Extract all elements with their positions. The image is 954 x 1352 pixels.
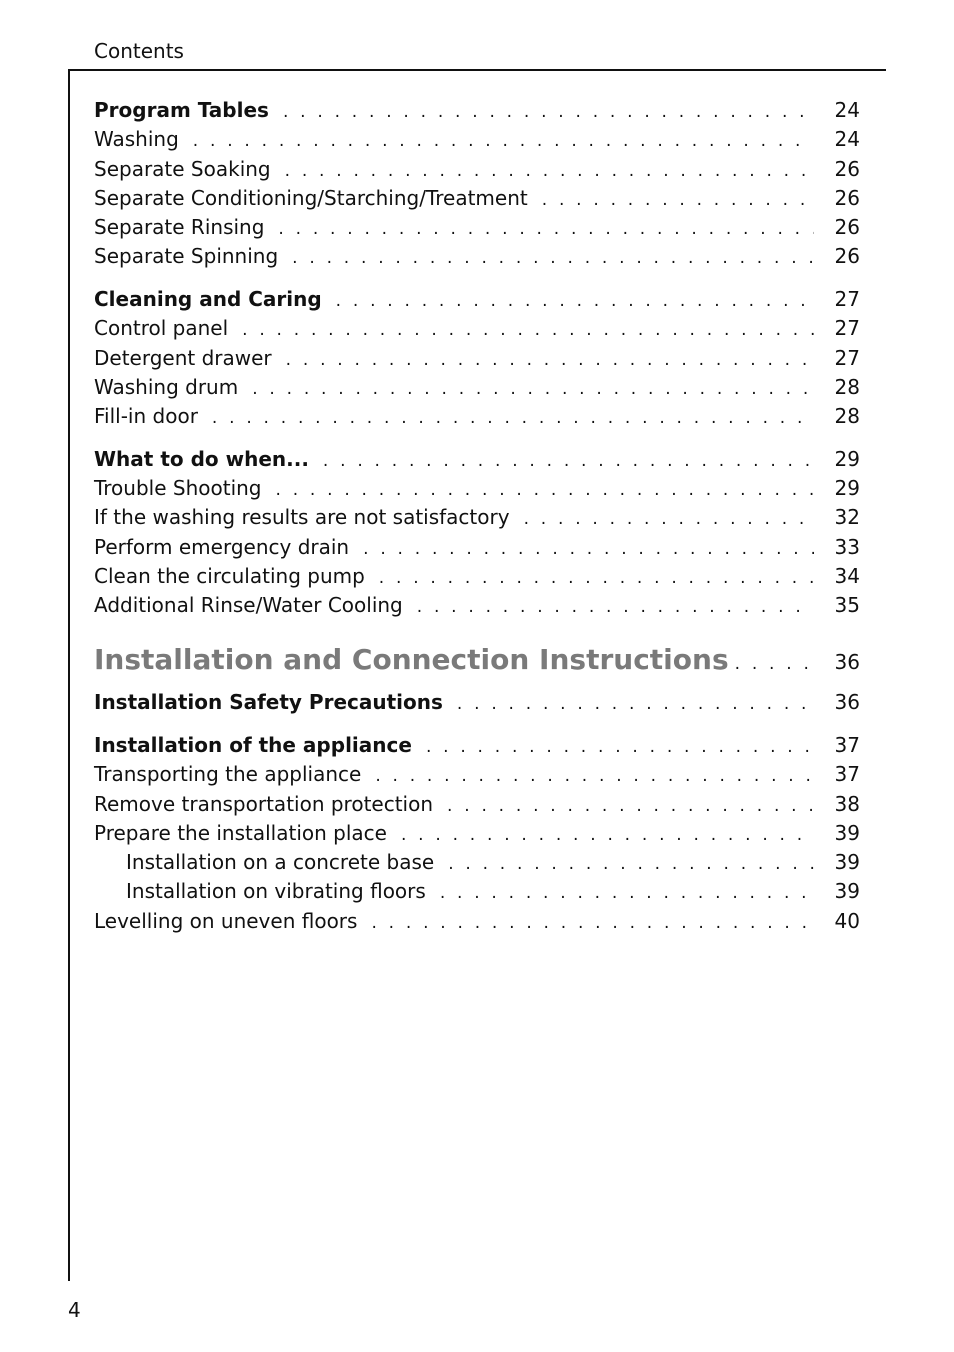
toc-entry-separate-spinning[interactable] bbox=[94, 242, 860, 271]
toc-leader-dots bbox=[336, 287, 814, 316]
toc-entry-remove-transportation-protection[interactable] bbox=[94, 790, 860, 819]
toc-entry-label: Installation on vibrating floors bbox=[126, 879, 426, 904]
toc-entry-label: Installation Safety Precautions bbox=[94, 690, 443, 715]
toc-leader-dots bbox=[448, 850, 814, 879]
toc-entry-page: 33 bbox=[834, 534, 860, 559]
toc-entry-page: 26 bbox=[834, 156, 860, 181]
toc-entry-page: 26 bbox=[834, 244, 860, 269]
toc-leader-dots bbox=[542, 186, 814, 215]
toc-entry-label: Washing bbox=[94, 127, 179, 152]
toc-entry-levelling[interactable] bbox=[94, 907, 860, 936]
toc-entry-page: 39 bbox=[834, 820, 860, 845]
toc-entry-installation-safety[interactable] bbox=[94, 688, 860, 717]
toc-entry-washing-results[interactable] bbox=[94, 503, 860, 532]
toc-leader-dots bbox=[457, 690, 814, 719]
toc-entry-label: Prepare the installation place bbox=[94, 820, 387, 845]
toc-entry-page: 28 bbox=[834, 374, 860, 399]
toc-entry-label: Transporting the appliance bbox=[94, 762, 362, 787]
toc-leader-dots bbox=[735, 650, 814, 679]
toc-entry-page: 28 bbox=[834, 404, 860, 428]
side-rule bbox=[68, 69, 70, 1281]
toc-entry-label: Washing drum bbox=[94, 374, 239, 399]
toc-entry-label: Installation on a concrete base bbox=[126, 850, 435, 874]
toc-section-label: Installation and Connection Instructions bbox=[94, 643, 729, 677]
toc-leader-dots bbox=[379, 564, 814, 593]
toc-entry-label: If the washing results are not satisfactory bbox=[94, 505, 510, 530]
toc-entry-page: 37 bbox=[834, 733, 860, 757]
toc-entry-washing-drum[interactable] bbox=[94, 373, 860, 402]
toc-entry-prepare-installation-place[interactable] bbox=[94, 819, 860, 848]
toc-entry-page: 26 bbox=[834, 185, 860, 210]
toc-entry-page: 39 bbox=[834, 850, 860, 874]
toc-leader-dots bbox=[375, 762, 814, 791]
toc-entry-separate-soaking[interactable] bbox=[94, 155, 860, 184]
toc-entry-washing[interactable] bbox=[94, 125, 860, 154]
toc-entry-page: 27 bbox=[834, 287, 860, 311]
toc-entry-additional-rinse[interactable] bbox=[94, 591, 860, 620]
toc-entry-label: Separate Rinsing bbox=[94, 215, 265, 239]
toc-leader-dots bbox=[283, 98, 814, 127]
toc-entry-label: Perform emergency drain bbox=[94, 534, 350, 559]
toc-leader-dots bbox=[252, 375, 814, 404]
toc-entry-label: What to do when... bbox=[94, 446, 309, 471]
toc-entry-label: Levelling on uneven floors bbox=[94, 908, 358, 933]
toc-entry-page: 39 bbox=[834, 879, 860, 904]
toc-entry-label: Additional Rinse/Water Cooling bbox=[94, 593, 403, 617]
toc-entry-page: 35 bbox=[834, 593, 860, 617]
toc-leader-dots bbox=[447, 792, 814, 821]
toc-entry-emergency-drain[interactable] bbox=[94, 533, 860, 562]
toc-entry-label: Fill-in door bbox=[94, 404, 198, 428]
toc-leader-dots bbox=[524, 505, 814, 534]
header-rule bbox=[68, 69, 886, 71]
toc-entry-label: Program Tables bbox=[94, 98, 269, 122]
toc-leader-dots bbox=[440, 879, 814, 908]
toc-entry-page: 32 bbox=[834, 505, 860, 530]
toc-entry-cleaning-and-caring[interactable] bbox=[94, 285, 860, 314]
toc-leader-dots bbox=[371, 909, 814, 938]
toc-entry-label: Trouble Shooting bbox=[94, 476, 262, 500]
toc-entry-label: Remove transportation protection bbox=[94, 791, 434, 816]
toc-entry-detergent-drawer[interactable] bbox=[94, 344, 860, 373]
toc-leader-dots bbox=[426, 733, 814, 762]
toc-entry-page: 37 bbox=[834, 762, 860, 787]
toc-entry-circulating-pump[interactable] bbox=[94, 562, 860, 591]
toc-entry-trouble-shooting[interactable] bbox=[94, 474, 860, 503]
toc-entry-transporting[interactable] bbox=[94, 760, 860, 789]
page-header-title: Contents bbox=[94, 39, 184, 63]
toc-entry-page: 27 bbox=[834, 316, 860, 341]
toc-leader-dots bbox=[363, 535, 814, 564]
toc-entry-label: Separate Conditioning/Starching/Treatment bbox=[94, 185, 528, 210]
toc-entry-label: Installation of the appliance bbox=[94, 733, 412, 757]
toc-entry-page: 26 bbox=[834, 215, 860, 239]
toc-leader-dots bbox=[286, 346, 814, 375]
toc-entry-page: 36 bbox=[834, 650, 860, 675]
toc-entry-page: 34 bbox=[834, 563, 860, 588]
toc-entry-control-panel[interactable] bbox=[94, 314, 860, 343]
table-of-contents bbox=[94, 96, 860, 936]
toc-entry-page: 38 bbox=[834, 791, 860, 816]
toc-entry-separate-conditioning[interactable] bbox=[94, 184, 860, 213]
toc-entry-label: Detergent drawer bbox=[94, 345, 272, 370]
toc-entry-vibrating-floors[interactable] bbox=[94, 877, 860, 906]
toc-entry-concrete-base[interactable] bbox=[94, 848, 860, 877]
toc-entry-page: 29 bbox=[834, 446, 860, 471]
toc-entry-page: 27 bbox=[834, 345, 860, 370]
toc-entry-separate-rinsing[interactable] bbox=[94, 213, 860, 242]
toc-leader-dots bbox=[212, 404, 814, 433]
toc-entry-label: Cleaning and Caring bbox=[94, 287, 322, 311]
toc-leader-dots bbox=[242, 316, 814, 345]
toc-entry-page: 24 bbox=[834, 98, 860, 122]
toc-leader-dots bbox=[276, 476, 815, 505]
toc-leader-dots bbox=[323, 447, 814, 476]
toc-leader-dots bbox=[417, 593, 814, 622]
toc-entry-page: 40 bbox=[834, 908, 860, 933]
toc-entry-what-to-do-when[interactable] bbox=[94, 445, 860, 474]
toc-leader-dots bbox=[292, 244, 814, 273]
toc-leader-dots bbox=[285, 157, 814, 186]
toc-entry-page: 29 bbox=[834, 476, 860, 500]
page-number: 4 bbox=[68, 1298, 81, 1322]
toc-entry-page: 24 bbox=[834, 127, 860, 152]
toc-entry-label: Separate Soaking bbox=[94, 156, 271, 181]
toc-entry-label: Separate Spinning bbox=[94, 244, 279, 269]
toc-entry-fill-in-door[interactable] bbox=[94, 402, 860, 431]
toc-leader-dots bbox=[278, 215, 814, 244]
toc-entry-program-tables[interactable] bbox=[94, 96, 860, 125]
toc-leader-dots bbox=[193, 127, 814, 156]
toc-entry-label: Control panel bbox=[94, 316, 229, 341]
toc-leader-dots bbox=[401, 821, 814, 850]
toc-entry-page: 36 bbox=[834, 690, 860, 715]
toc-entry-label: Clean the circulating pump bbox=[94, 563, 365, 588]
toc-entry-installation-of-appliance[interactable] bbox=[94, 731, 860, 760]
toc-section-installation-and-connection[interactable] bbox=[94, 645, 860, 683]
